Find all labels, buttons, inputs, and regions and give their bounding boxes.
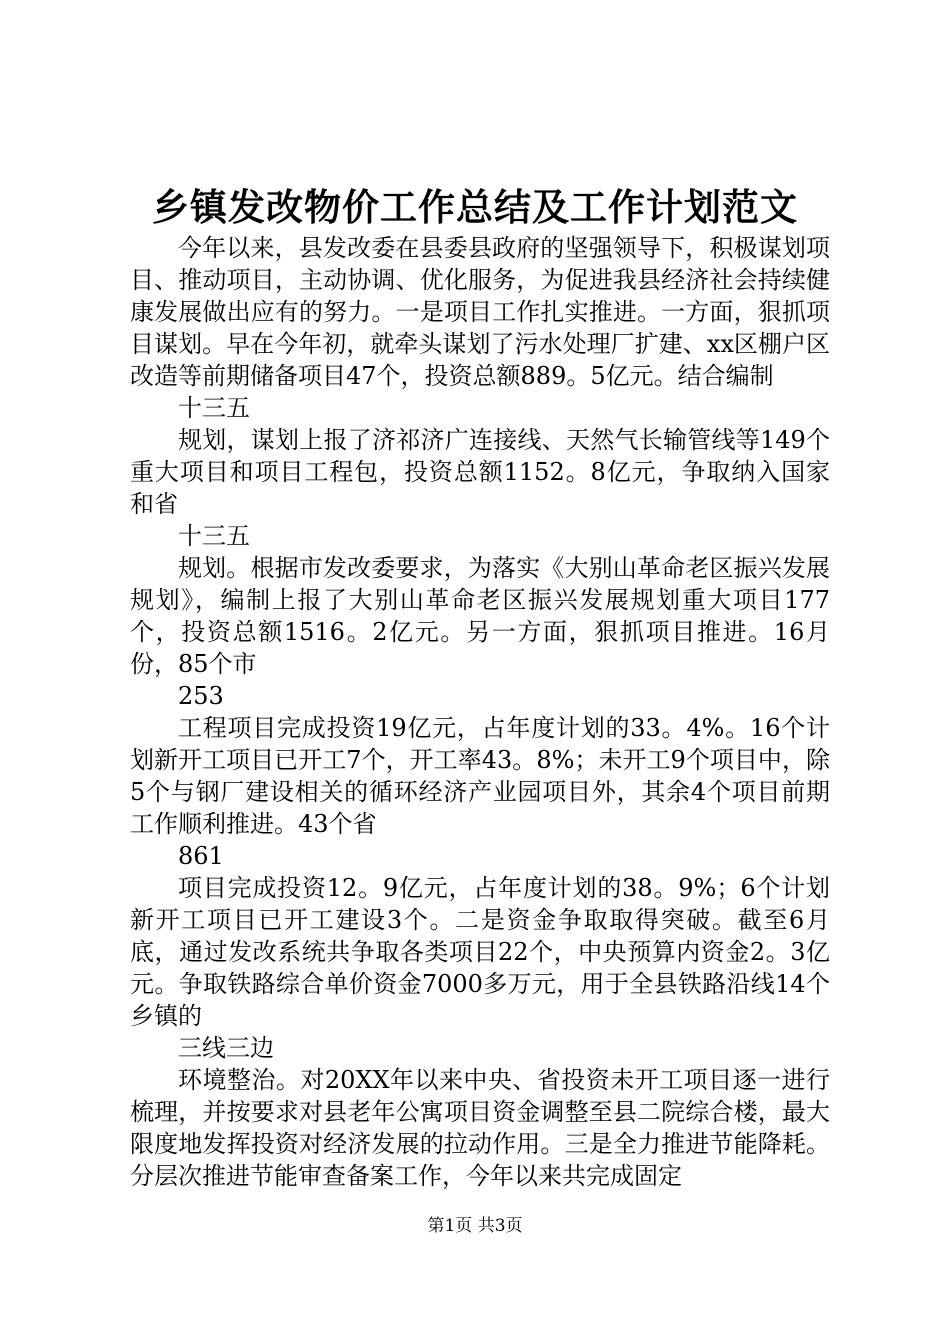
section-label: 十三五 — [178, 394, 250, 422]
section-label: 253 — [178, 682, 224, 710]
paragraph: 工程项目完成投资19亿元，占年度计划的33。4%。16个计划新开工项目已开工7个，开工率43。8%；未开工9个项目中，除5个与钢厂建设相关的循环经济产业园项目外，其余4个项目前期工作顺利推进。43个省 — [130, 714, 830, 838]
paragraph: 环境整治。对20XX年以来中央、省投资未开工项目逐一进行梳理，并按要求对县老年公寓项目资金调整至县二院综合楼，最大限度地发挥投资对经济发展的拉动作用。三是全力推进节能降耗。分层次推进节能审查备案工作，今年以来共完成固定 — [130, 1066, 830, 1190]
section-label: 三线三边 — [178, 1034, 274, 1062]
paragraph: 规划。根据市发改委要求，为落实《大别山革命老区振兴发展规划》，编制上报了大别山革命老区振兴发展规划重大项目177个，投资总额1516。2亿元。另一方面，狠抓项目推进。16月份，85个市 — [130, 554, 830, 678]
section-label: 十三五 — [178, 522, 250, 550]
section-label: 861 — [178, 842, 224, 870]
document-body — [130, 232, 830, 1192]
paragraph: 规划，谋划上报了济祁济广连接线、天然气长输管线等149个重大项目和项目工程包，投资总额1152。8亿元，争取纳入国家和省 — [130, 426, 830, 518]
paragraph: 今年以来，县发改委在县委县政府的坚强领导下，积极谋划项目、推动项目，主动协调、优化服务，为促进我县经济社会持续健康发展做出应有的努力。一是项目工作扎实推进。一方面，狠抓项目谋划。早在今年初，就牵头谋划了污水处理厂扩建、xx区棚户区改造等前期储备项目47个，投资总额889。5亿元。结合编制 — [130, 234, 830, 390]
paragraph: 项目完成投资12。9亿元，占年度计划的38。9%；6个计划新开工项目已开工建设3个。二是资金争取取得突破。截至6月底，通过发改系统共争取各类项目22个，中央预算内资金2。3亿元。争取铁路综合单价资金7000多万元，用于全县铁路沿线14个乡镇的 — [130, 874, 830, 1030]
document-title: 乡镇发改物价工作总结及工作计划范文 — [152, 185, 798, 229]
page-number-footer: 第1页 共3页 — [427, 1216, 523, 1236]
